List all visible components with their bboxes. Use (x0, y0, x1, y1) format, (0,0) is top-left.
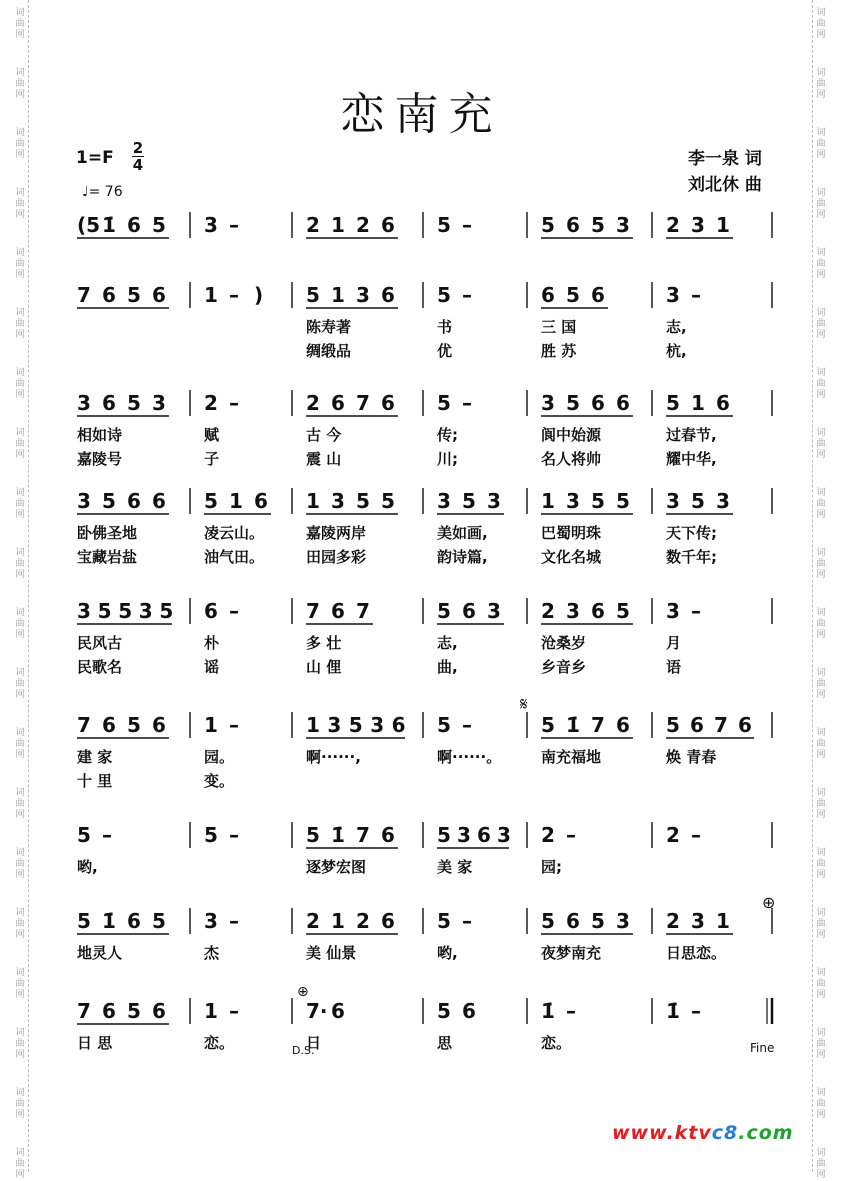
jianpu-note: – (229, 599, 239, 623)
quarter-note-icon: ♩ (82, 184, 89, 200)
jianpu-note: 3 (716, 489, 730, 513)
lyric-text: 阆中始源 (541, 426, 602, 444)
jianpu-note: 6 (591, 391, 605, 415)
jianpu-note: 5 (691, 489, 705, 513)
jianpu-note: 6 (566, 213, 580, 237)
jianpu-note: 5 (77, 823, 91, 847)
time-signature-top: 2 (132, 139, 144, 157)
jianpu-note: 1 (716, 909, 730, 933)
jianpu-note: 3 (77, 391, 91, 415)
jianpu-note: 1 (204, 999, 218, 1023)
jianpu-note: 5 (127, 283, 141, 307)
watermark-text: 词 曲 网 (816, 728, 826, 760)
watermark-text: 词 曲 网 (816, 1148, 826, 1180)
jianpu-note: – (691, 283, 701, 307)
jianpu-note: 3 (457, 823, 471, 847)
tempo-value: = 76 (88, 184, 123, 200)
jianpu-note: 6 (127, 489, 141, 513)
lyric-text: 变。 (204, 772, 235, 790)
lyric-text: 沧桑岁 (541, 634, 587, 652)
jianpu-note: 2 (541, 823, 555, 847)
jianpu-note: 1 (306, 713, 320, 737)
jianpu-note: 5 (437, 599, 451, 623)
jianpu-note: 6 (462, 599, 476, 623)
jianpu-note: 1̇ (331, 823, 345, 847)
jianpu-note: 6 (381, 283, 395, 307)
coda-icon: ⊕ (297, 984, 309, 1000)
jianpu-note: 5 (118, 599, 133, 623)
lyric-text: 民歌名 (77, 658, 123, 676)
jianpu-note: 5 (437, 909, 451, 933)
watermark-text: 词 曲 网 (15, 548, 25, 580)
lyric-text: 传; (437, 426, 458, 444)
fine-marking: Fine (750, 1041, 775, 1055)
jianpu-note: 6 (566, 909, 580, 933)
lyric-text: 哟, (77, 858, 98, 876)
website-watermark: www.ktvc8.com (612, 1122, 794, 1144)
lyric-text: 志, (666, 318, 687, 336)
lyric-text: 文化名城 (541, 548, 602, 566)
jianpu-note: 5 (616, 599, 630, 623)
lyric-text: 川; (437, 450, 458, 468)
jianpu-note: 5 (159, 599, 174, 623)
jianpu-note: 7 (77, 999, 91, 1023)
song-title: 恋南充 (340, 89, 503, 140)
jianpu-note: – (229, 713, 239, 737)
watermark-text: 词 曲 网 (816, 128, 826, 160)
lyric-text: 赋 (204, 426, 220, 444)
jianpu-note: 5 (666, 391, 680, 415)
lyric-text: 杭, (666, 342, 687, 360)
watermark-text: 词 曲 网 (816, 488, 826, 520)
jianpu-note: 2 (306, 391, 320, 415)
jianpu-note: 7 (306, 599, 320, 623)
jianpu-note: 3 (691, 909, 705, 933)
jianpu-note: 6 (152, 283, 166, 307)
jianpu-note: 6 (127, 909, 141, 933)
jianpu-note: 6 (616, 713, 630, 737)
jianpu-note: 5 (591, 213, 605, 237)
jianpu-note: 1 (331, 213, 345, 237)
lyric-text: 建 家 (77, 748, 113, 766)
jianpu-note: 7 (356, 599, 370, 623)
watermark-text: 词 曲 网 (816, 968, 826, 1000)
jianpu-note: 5 (437, 283, 451, 307)
jianpu-note: – (462, 909, 472, 933)
jianpu-note: 3 (487, 599, 501, 623)
jianpu-note: 6 (591, 283, 605, 307)
jianpu-note: 5 (348, 713, 363, 737)
watermark-text: 词 曲 网 (816, 428, 826, 460)
jianpu-note: 5 (616, 489, 630, 513)
watermark-text: 词 曲 网 (15, 308, 25, 340)
jianpu-note: 6 (102, 713, 116, 737)
lyric-text: 宝藏岩盐 (77, 548, 138, 566)
jianpu-note: 5 (356, 489, 370, 513)
jianpu-note: 6 (331, 599, 345, 623)
lyric-text: 三 国 (541, 318, 577, 336)
watermark-text: 词 曲 网 (816, 788, 826, 820)
jianpu-note: 3 (616, 213, 630, 237)
jianpu-note: 6 (716, 391, 730, 415)
lyric-text: 相如诗 (77, 426, 123, 444)
lyric-text: 日思恋。 (666, 944, 727, 962)
jianpu-note: 3 (566, 599, 580, 623)
jianpu-note: 5 (77, 909, 91, 933)
jianpu-note: – (462, 713, 472, 737)
lyric-text: 多 壮 (306, 634, 342, 652)
jianpu-note: 2 (306, 909, 320, 933)
jianpu-note: – (691, 999, 701, 1023)
key-signature: 1=F (76, 148, 114, 168)
jianpu-note: – (691, 599, 701, 623)
lyric-text: 耀中华, (666, 450, 717, 468)
lyric-text: 优 (437, 342, 453, 360)
watermark-text: 词 曲 网 (816, 68, 826, 100)
jianpu-note: 6 (690, 713, 704, 737)
jianpu-note: 5 (566, 283, 580, 307)
jianpu-note: 2 (666, 909, 680, 933)
jianpu-note: 7 (356, 823, 370, 847)
jianpu-note: 6 (152, 489, 166, 513)
lyric-text: 嘉陵号 (77, 450, 123, 468)
lyric-text: 志, (437, 634, 458, 652)
jianpu-note: 5 (204, 489, 218, 513)
watermark-text: 词 曲 网 (816, 608, 826, 640)
watermark-text: 词 曲 网 (15, 1088, 25, 1120)
jianpu-note: 1 (541, 489, 555, 513)
lyric-text: 语 (666, 658, 682, 676)
jianpu-note: 6 (152, 713, 166, 737)
lyric-text: 园。 (204, 748, 235, 766)
jianpu-note: 3 (691, 213, 705, 237)
lyric-text: 思 (437, 1034, 453, 1052)
watermark-text: 词 曲 网 (15, 788, 25, 820)
lyric-text: 美如画, (437, 524, 488, 542)
jianpu-note: – (229, 391, 239, 415)
lyric-text: 地灵人 (77, 944, 123, 962)
jianpu-note: 3 (666, 599, 680, 623)
jianpu-note: ) (254, 283, 264, 307)
jianpu-note: 5 (97, 599, 112, 623)
jianpu-note: 2 (204, 391, 218, 415)
lyric-text: 古 今 (306, 426, 342, 444)
coda-icon: ⊕ (762, 893, 776, 912)
watermark-text: 词 曲 网 (816, 848, 826, 880)
lyric-text: 数千年; (666, 548, 717, 566)
jianpu-note: 5 (437, 999, 451, 1023)
watermark-text: 词 曲 网 (816, 908, 826, 940)
jianpu-note: 7 (77, 283, 91, 307)
jianpu-note: 1̇ (566, 713, 580, 737)
jianpu-note: 5 (204, 823, 218, 847)
jianpu-note: 3 (138, 599, 153, 623)
watermark-text: 词 曲 网 (816, 368, 826, 400)
watermark-text: 词 曲 网 (15, 188, 25, 220)
watermark-text: 词 曲 网 (15, 908, 25, 940)
jianpu-note: 5 (102, 489, 116, 513)
jianpu-note: – (462, 213, 472, 237)
lyric-text: 胜 苏 (541, 342, 577, 360)
jianpu-note: 6 (102, 283, 116, 307)
jianpu-note: – (691, 823, 701, 847)
jianpu-note: – (462, 391, 472, 415)
jianpu-note: 1̇ (102, 909, 116, 933)
lyric-text: 卧佛圣地 (77, 524, 138, 542)
lyric-text: 谣 (204, 658, 220, 676)
lyric-text: 书 (437, 318, 453, 336)
jianpu-note: 5 (437, 823, 451, 847)
jianpu-note: 5 (152, 909, 166, 933)
watermark-text: 词 曲 网 (15, 368, 25, 400)
watermark-text: 词 曲 网 (816, 188, 826, 220)
watermark-text: 词 曲 网 (816, 248, 826, 280)
jianpu-note: 6 (738, 713, 752, 737)
lyric-text: 杰 (204, 944, 220, 962)
watermark-text: 词 曲 网 (15, 128, 25, 160)
watermark-text: 词 曲 网 (15, 728, 25, 760)
jianpu-note: 5 (381, 489, 395, 513)
jianpu-note: 6 (102, 391, 116, 415)
jianpu-note: 3 (487, 489, 501, 513)
lyric-text: 嘉陵两岸 (306, 524, 367, 542)
jianpu-note: 5 (462, 489, 476, 513)
jianpu-note: 6 (152, 999, 166, 1023)
lyric-text: 过春节, (666, 426, 717, 444)
jianpu-note: 5 (152, 213, 166, 237)
watermark-text: 词 曲 网 (15, 968, 25, 1000)
jianpu-note: 3 (497, 823, 511, 847)
jianpu-note: 5 (591, 909, 605, 933)
lyric-text: 日 (306, 1034, 322, 1052)
lyric-text: 油气田。 (204, 548, 265, 566)
jianpu-note: 1 (716, 213, 730, 237)
watermark-text: 词 曲 网 (15, 248, 25, 280)
lyric-text: 朴 (204, 634, 220, 652)
jianpu-note: 5 (541, 713, 555, 737)
watermark-text: 词 曲 网 (15, 668, 25, 700)
jianpu-note: 5 (306, 823, 320, 847)
jianpu-note: 5 (437, 391, 451, 415)
jianpu-note: 6 (127, 213, 141, 237)
jianpu-note: 6 (254, 489, 268, 513)
lyricist-credit: 李一泉 词 (688, 149, 762, 169)
lyric-text: 巴蜀明珠 (541, 524, 602, 542)
jianpu-note: 3 (616, 909, 630, 933)
time-signature-bottom: 4 (132, 156, 144, 174)
jianpu-note: 5 (541, 909, 555, 933)
jianpu-note: 6 (381, 391, 395, 415)
jianpu-note: 5 (591, 489, 605, 513)
jianpu-note: 3 (331, 489, 345, 513)
jianpu-note: – (229, 999, 239, 1023)
jianpu-note: – (229, 823, 239, 847)
watermark-text: 词 曲 网 (15, 848, 25, 880)
jianpu-note: 7 (591, 713, 605, 737)
lyric-text: 美 家 (437, 858, 473, 876)
jianpu-note: 6 (616, 391, 630, 415)
jianpu-note: – (462, 283, 472, 307)
jianpu-note: – (566, 823, 576, 847)
jianpu-note: 3 (566, 489, 580, 513)
lyric-text: 凌云山。 (204, 524, 265, 542)
jianpu-note: 7· (306, 999, 328, 1023)
jianpu-note: – (102, 823, 112, 847)
jianpu-note: 5 (666, 713, 680, 737)
lyric-text: 十 里 (77, 772, 113, 790)
jianpu-note: 6 (391, 713, 406, 737)
lyric-text: 园; (541, 858, 562, 876)
lyric-text: 夜梦南充 (541, 944, 602, 962)
lyric-text: 天下传; (666, 524, 717, 542)
jianpu-note: 6 (331, 391, 345, 415)
lyric-text: 焕 青春 (666, 748, 717, 766)
lyric-text: 哟, (437, 944, 458, 962)
jianpu-note: 3 (327, 713, 342, 737)
jianpu-note: 1 (306, 489, 320, 513)
lyric-text: 山 俚 (306, 658, 342, 676)
jianpu-note: 6 (204, 599, 218, 623)
jianpu-note: 3 (77, 599, 91, 623)
jianpu-note: 6 (381, 909, 395, 933)
jianpu-note: 1̇ (102, 213, 116, 237)
jianpu-note: 3 (204, 213, 218, 237)
lyric-text: 月 (666, 634, 682, 652)
jianpu-note: 3 (204, 909, 218, 933)
jianpu-note: 1 (204, 283, 218, 307)
jianpu-note: 3 (437, 489, 451, 513)
lyric-text: 日 思 (77, 1034, 113, 1052)
jianpu-note: 3 (666, 489, 680, 513)
lyric-text: 绸缎品 (306, 342, 352, 360)
jianpu-note: 2 (306, 213, 320, 237)
jianpu-note: 3 (666, 283, 680, 307)
jianpu-note: 2 (666, 823, 680, 847)
lyric-text: 曲, (437, 658, 458, 676)
jianpu-note: 2 (666, 213, 680, 237)
lyric-text: 名人将帅 (541, 450, 602, 468)
lyric-text: 美 仙景 (306, 944, 357, 962)
watermark-text: 词 曲 网 (15, 608, 25, 640)
jianpu-note: 3 (541, 391, 555, 415)
jianpu-note: 6 (462, 999, 476, 1023)
watermark-text: 词 曲 网 (15, 428, 25, 460)
jianpu-note: 6 (102, 999, 116, 1023)
jianpu-note: 6 (331, 999, 345, 1023)
jianpu-note: 5 (127, 391, 141, 415)
jianpu-note: 1 (691, 391, 705, 415)
lyric-text: 陈寿著 (306, 318, 352, 336)
ds-marking: D.S. (292, 1044, 315, 1057)
watermark-text: 词 曲 网 (816, 668, 826, 700)
jianpu-note: 6 (381, 823, 395, 847)
jianpu-note: 7 (77, 713, 91, 737)
jianpu-note: (5 (77, 213, 101, 237)
watermark-text: 词 曲 网 (816, 308, 826, 340)
jianpu-note: 2 (356, 909, 370, 933)
jianpu-note: 1 (331, 909, 345, 933)
jianpu-note: 5 (566, 391, 580, 415)
jianpu-note: 6 (591, 599, 605, 623)
watermark-text: 词 曲 网 (15, 488, 25, 520)
jianpu-note: 1̇ (541, 999, 555, 1023)
jianpu-note: 6 (477, 823, 491, 847)
lyric-text: 韵诗篇, (437, 548, 488, 566)
watermark-text: 词 曲 网 (15, 68, 25, 100)
jianpu-note: – (229, 213, 239, 237)
jianpu-note: 5 (127, 999, 141, 1023)
jianpu-note: 5 (437, 213, 451, 237)
jianpu-note: – (229, 283, 239, 307)
lyric-text: 民风古 (77, 634, 123, 652)
watermark-text: 词 曲 网 (816, 1088, 826, 1120)
jianpu-note: 3 (370, 713, 385, 737)
jianpu-note: 3 (152, 391, 166, 415)
lyric-text: 啊······。 (437, 748, 502, 766)
lyric-text: 啊······, (306, 748, 361, 766)
jianpu-note: – (566, 999, 576, 1023)
jianpu-note: 3 (356, 283, 370, 307)
jianpu-note: – (229, 909, 239, 933)
segno-icon: 𝄋 (520, 694, 528, 715)
lyric-text: 逐梦宏图 (306, 858, 367, 876)
jianpu-note: 5 (306, 283, 320, 307)
watermark-text: 词 曲 网 (816, 8, 826, 40)
composer-credit: 刘北休 曲 (688, 175, 762, 195)
jianpu-note: 7 (356, 391, 370, 415)
lyric-text: 田园多彩 (306, 548, 367, 566)
jianpu-note: 5 (127, 713, 141, 737)
watermark-text: 词 曲 网 (816, 1028, 826, 1060)
lyric-text: 子 (204, 450, 220, 468)
lyric-text: 震 山 (306, 450, 342, 468)
jianpu-note: 6 (541, 283, 555, 307)
lyric-text: 南充福地 (541, 748, 602, 766)
lyric-text: 恋。 (204, 1034, 235, 1052)
jianpu-note: 1 (331, 283, 345, 307)
jianpu-note: 5 (437, 713, 451, 737)
jianpu-note: 1 (204, 713, 218, 737)
watermark-text: 词 曲 网 (816, 548, 826, 580)
jianpu-note: 1 (229, 489, 243, 513)
jianpu-note: 5 (541, 213, 555, 237)
jianpu-note: 7 (714, 713, 728, 737)
jianpu-note: 1̇ (666, 999, 680, 1023)
lyric-text: 恋。 (541, 1034, 572, 1052)
jianpu-note: 2 (541, 599, 555, 623)
watermark-text: 词 曲 网 (15, 8, 25, 40)
jianpu-note: 3 (77, 489, 91, 513)
lyric-text: 乡音乡 (541, 658, 587, 676)
jianpu-note: 2 (356, 213, 370, 237)
watermark-text: 词 曲 网 (15, 1148, 25, 1180)
watermark-text: 词 曲 网 (15, 1028, 25, 1060)
jianpu-note: 6 (381, 213, 395, 237)
